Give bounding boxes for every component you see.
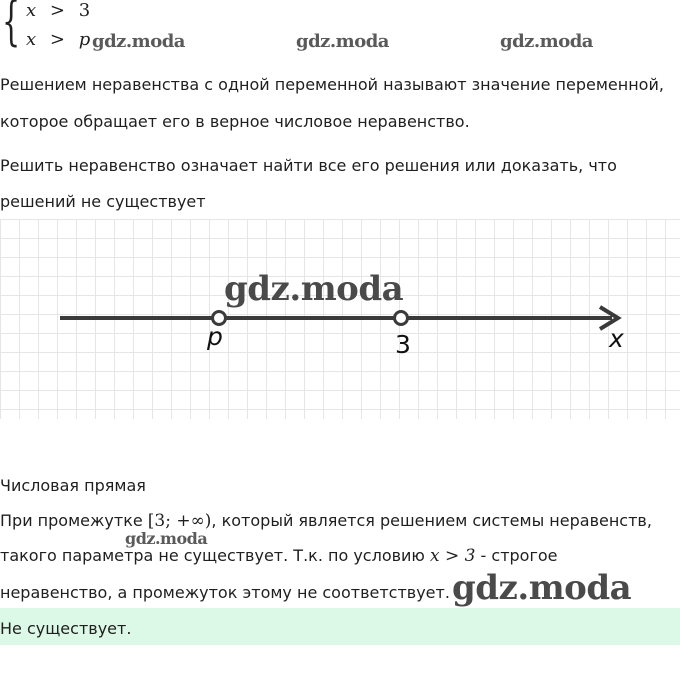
line2-variable: x (26, 29, 37, 50)
strict-condition: x > 3 (429, 546, 476, 566)
line1-rhs: 3 (78, 0, 91, 21)
watermark: gdz.moda (296, 31, 389, 52)
answer-box (0, 608, 680, 645)
line2-rhs: p (78, 29, 91, 50)
watermark: gdz.moda (125, 529, 208, 548)
explanation-line-2 (0, 546, 558, 566)
system-line-2 (26, 29, 90, 50)
point-p-label: p (207, 322, 223, 351)
definition-line-1: Решением неравенства с одной переменной называют значение переменной, (0, 75, 664, 94)
number-line-figure (0, 219, 680, 419)
axis-x-label: x (609, 324, 624, 353)
watermark: gdz.moda (500, 31, 593, 52)
explanation-text: При промежутке (0, 511, 148, 530)
explanation-text: такого параметра не существует. Т.к. по условию (0, 546, 430, 565)
system-line-1 (26, 0, 90, 21)
watermark: gdz.moda (452, 568, 632, 608)
point-3-label: 3 (395, 330, 411, 359)
line1-operator: > (49, 0, 65, 21)
figure-caption: Числовая прямая (0, 476, 146, 495)
watermark: gdz.moda (224, 269, 404, 309)
explanation-line-3: неравенство, а промежуток этому не соответствует. (0, 583, 450, 602)
definition-line-4: решений не существует (0, 192, 206, 211)
interval-notation: [3; +∞) (147, 511, 212, 531)
system-brace: { (2, 0, 21, 52)
definition-line-3: Решить неравенство означает найти все его решения или доказать, что (0, 156, 617, 175)
definition-line-2: которое обращает его в верное числовое неравенство. (0, 112, 470, 131)
number-line (0, 219, 680, 419)
open-point-3 (395, 312, 408, 325)
line2-operator: > (49, 29, 65, 50)
explanation-text: - строгое (475, 546, 558, 565)
watermark: gdz.moda (92, 31, 185, 52)
line1-variable: x (26, 0, 37, 21)
explanation-line-1 (0, 511, 652, 531)
answer-text: Не существует. (0, 619, 132, 638)
explanation-text: , который является решением системы неравенств, (211, 511, 652, 530)
